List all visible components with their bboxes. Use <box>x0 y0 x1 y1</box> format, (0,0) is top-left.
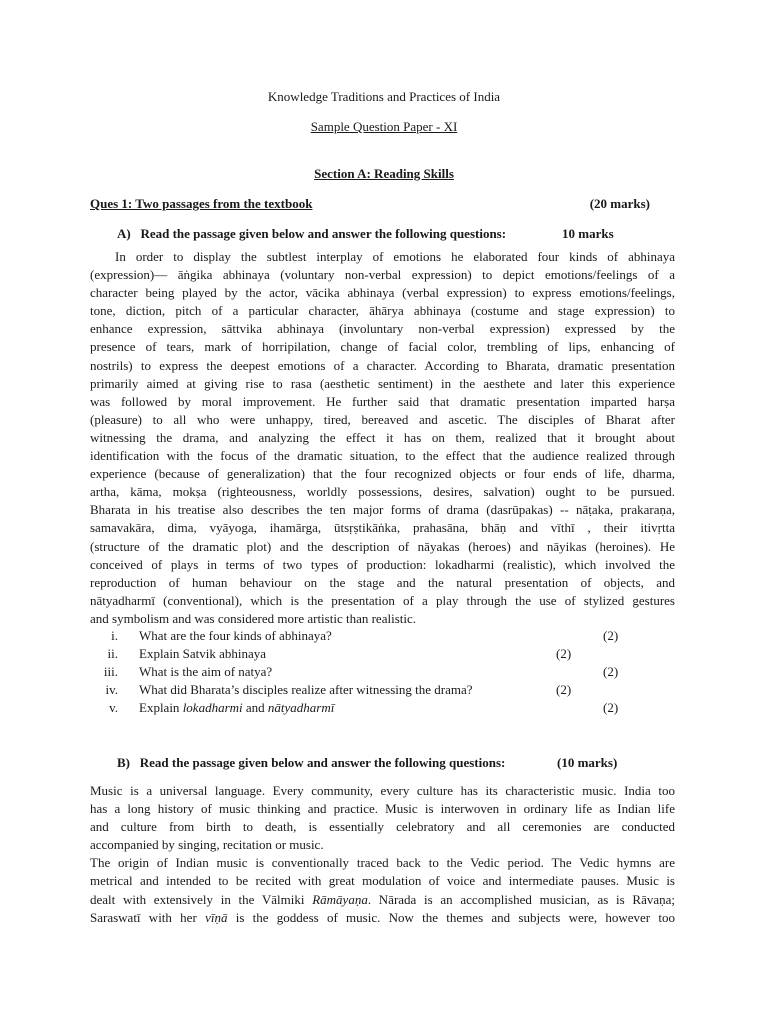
passage-line: and culture from birth to death, is essentially celebratory and all ceremonies are conducted <box>90 819 675 835</box>
question-1-label: Ques 1: Two passages from the textbook <box>90 196 313 211</box>
part-b-heading-text: B) Read the passage given below and answer the following questions: <box>117 755 506 770</box>
passage-line: In order to display the subtlest interplay of emotions he elaborated four kinds of abhinaya <box>115 249 675 264</box>
passage-line: artha, kāma, mokṣa (righteousness, worldly possessions, desires, salvation) ought to be pursued. <box>90 484 675 500</box>
passage-line: conceived of plays in terms of two types of production: lokadharmi (realistic), which involved the <box>90 556 675 572</box>
passage-line: was followed by moral improvement. He further said that dramatic presentation imparted harṣa <box>90 393 675 409</box>
passage-line: Music is a universal language. Every community, every culture has its characteristic music. India too <box>90 783 675 798</box>
passage-line <box>90 891 675 909</box>
question-1-heading <box>90 196 650 212</box>
passage-line: The origin of Indian music is conventionally traced back to the Vedic period. The Vedic hymns are <box>90 855 675 871</box>
part-b-marks: (10 marks) <box>557 755 618 770</box>
question-text-part: Explain <box>139 700 183 715</box>
passage-line <box>90 909 675 927</box>
passage-text: Saraswatī with her <box>90 909 206 925</box>
document-title: Knowledge Traditions and Practices of India <box>267 89 501 104</box>
question-text: What are the four kinds of abhinaya? <box>139 628 332 643</box>
passage-line: reproduction of human behaviour on the stage and the natural presentation of objects, and <box>90 574 675 590</box>
passage-term: vīṇā <box>205 909 228 925</box>
part-b-heading <box>117 755 618 771</box>
passage-line: (expression)— āṅgika abhinaya (voluntary non-verbal expression) to depict emotions/feelings of a <box>90 267 675 283</box>
passage-line: (pleasure) to all who were unhappy, tired, bereaved and ascetic. The disciples of Bharat after <box>90 411 675 427</box>
question-marks: (2) <box>603 628 619 643</box>
question-marks: (2) <box>603 700 619 715</box>
question-number: iii. <box>103 664 118 679</box>
passage-line: presence of tears, mark of horripilation, change of facial color, trembling of lips, enhancing of <box>90 339 675 355</box>
passage-line: nostrils) to express the deepest emotions of a character. According to Bharata, dramatic presentation <box>90 357 675 373</box>
question-text-part: and <box>242 700 268 715</box>
document-subtitle: Sample Question Paper - XI <box>310 119 458 134</box>
question-text: What did Bharata’s disciples realize after witnessing the drama? <box>139 682 473 697</box>
question-number: iv. <box>105 682 118 697</box>
passage-line: and symbolism and was considered more artistic than realistic. <box>90 610 416 626</box>
passage-text: the goddess of music. Now the themes and subjects were, however too <box>252 909 675 925</box>
passage-text: is <box>227 909 245 925</box>
question-number: i. <box>111 628 118 643</box>
question-marks: (2) <box>603 664 619 679</box>
passage-line: enhance expression, sāttvika abhinaya (involuntary non-verbal expression) expressed by the <box>90 321 675 337</box>
passage-line: character being played by the actor, vācika abhinaya (verbal expression) to express emotions/feelings, <box>90 285 675 301</box>
part-a-heading-text: A) Read the passage given below and answer the following questions: <box>117 226 507 241</box>
passage-line: nātyadharmī (conventional), which is the presentation of a play through the use of stylized gestures <box>90 592 675 608</box>
question-number: ii. <box>107 646 118 661</box>
passage-line: experience (because of generalization) that the four recognized objects or four ends of life, dharma, <box>90 466 675 482</box>
passage-line: primarily aimed at giving rise to rasa (aesthetic sentiment) in the aesthete and later this experience <box>90 375 675 391</box>
passage-line: accompanied by singing, recitation or music. <box>90 837 324 853</box>
question-text: Explain Satvik abhinaya <box>139 646 267 661</box>
question-term: nātyadharmī <box>267 700 335 715</box>
passage-line: tone, diction, pitch of a particular character, āhārya abhinaya (costume and stage expression) to <box>90 303 675 319</box>
passage-line: (structure of the dramatic plot) and the description of nāyakas (heroes) and nāyikas (heroines). He <box>90 538 675 554</box>
question-term: lokadharmi <box>182 700 243 715</box>
passage-text: dealt with extensively in the Vālmiki <box>90 891 313 907</box>
passage-line: identification with the focus of the dramatic situation, to the effect that the audience realized through <box>90 448 675 464</box>
passage-line: Bharata in his treatise also describes the ten major forms of drama (dasrūpakas) -- nāṭaka, prakaraṇa, <box>90 502 675 518</box>
part-b-passage <box>90 782 675 927</box>
section-heading: Section A: Reading Skills <box>314 166 454 181</box>
part-a-heading <box>117 226 614 242</box>
question-text <box>139 700 334 716</box>
passage-text: . Nārada is an accomplished musician, as is Rāvaṇa; <box>367 891 675 907</box>
passage-term: Rāmāyaṇa <box>312 891 368 907</box>
question-1-marks: (20 marks) <box>589 196 650 211</box>
passage-line: metrical and intended to be recited with great modulation of voice and intermediate pauses. Music is <box>90 873 675 889</box>
question-marks: (2) <box>556 682 572 697</box>
passage-line: witnessing the drama, and analyzing the effect it has on them, realized that it brought about <box>90 429 675 445</box>
part-a-passage <box>90 248 675 628</box>
question-number: v. <box>109 700 118 715</box>
question-marks: (2) <box>556 646 572 661</box>
part-a-marks: 10 marks <box>562 226 614 241</box>
question-text: What is the aim of natya? <box>139 664 273 679</box>
passage-line: samavakāra, dima, vyāyoga, ihamārga, ūtsṛṣtikāṅka, prahasāna, bhāṇ and vīthī , their itivṛtta <box>90 520 675 536</box>
passage-line: has a long history of music thinking and practice. Music is interwoven in ordinary life as Indian life <box>90 801 675 817</box>
